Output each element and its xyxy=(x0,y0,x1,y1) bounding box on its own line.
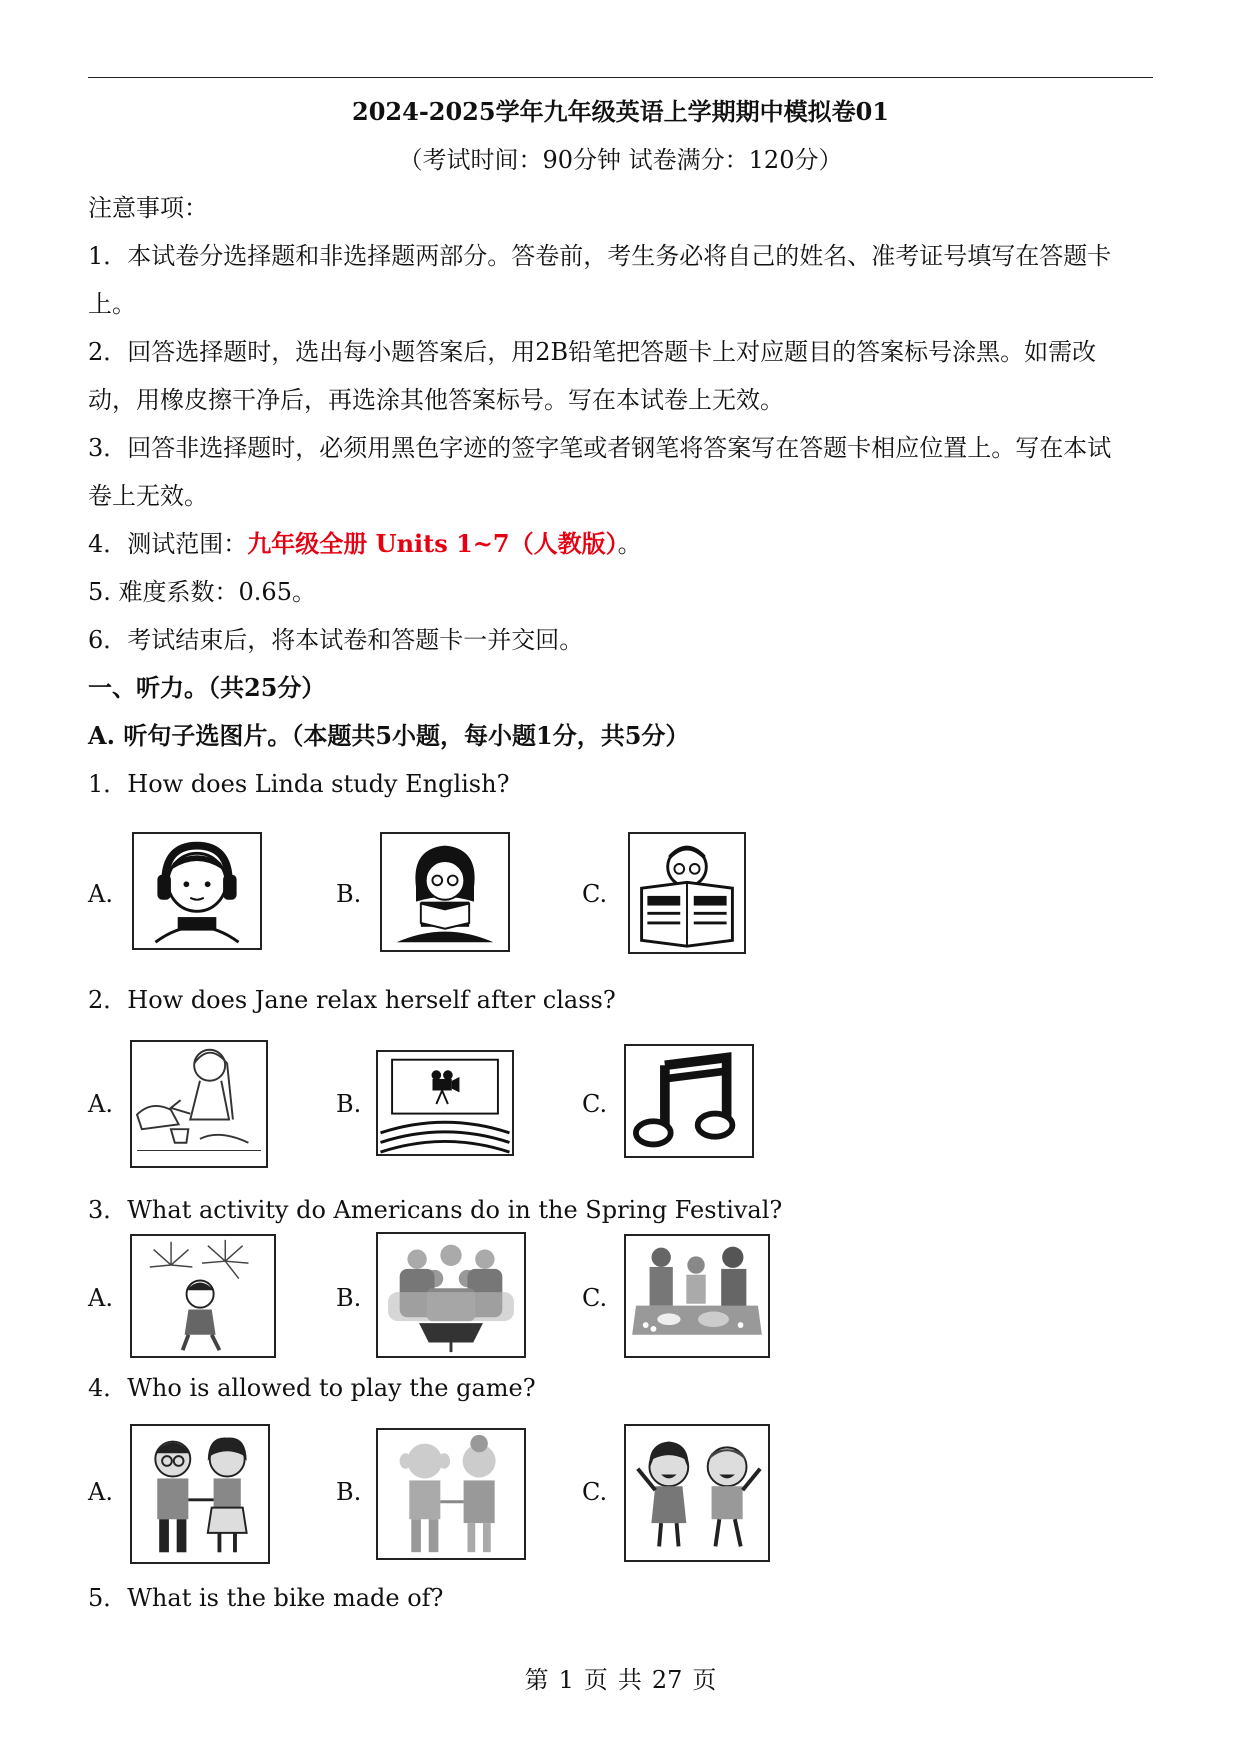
note-1: 1．本试卷分选择题和非选择题两部分。答卷前，考生务必将自己的姓名、准考证号填写在答题卡 xyxy=(88,242,1112,270)
question-5: 5．What is the bike made of? xyxy=(88,1584,444,1612)
notes-heading: 注意事项： xyxy=(88,194,208,222)
note-4-prefix: 4．测试范围： xyxy=(88,530,248,558)
option-label-a: A. xyxy=(88,1478,113,1506)
making-dumplings-icon xyxy=(624,1234,770,1358)
footer-di: 第 xyxy=(524,1666,549,1694)
children-icon xyxy=(624,1424,770,1562)
note-2: 2．回答选择题时，选出每小题答案后，用2B铅笔把答题卡上对应题目的答案标号涂黑。如需改 xyxy=(88,338,1097,366)
exam-info: （考试时间：90分钟 试卷满分：120分） xyxy=(398,146,843,174)
part-a-title: A. 听句子选图片。（本题共5小题，每小题1分，共5分） xyxy=(88,721,690,750)
page-number: 1 xyxy=(558,1666,574,1694)
cinema-icon xyxy=(376,1050,514,1156)
option-label-a: A. xyxy=(88,880,113,908)
total-pages: 27 xyxy=(651,1666,683,1694)
option-label-b: B. xyxy=(336,1478,362,1506)
note-4 xyxy=(88,530,642,558)
fireworks-icon xyxy=(130,1234,276,1358)
footer-ye: 页 xyxy=(583,1666,608,1694)
question-1: 1．How does Linda study English? xyxy=(88,770,510,798)
option-label-a: A. xyxy=(88,1090,113,1118)
reading-girl-icon xyxy=(380,832,510,952)
option-label-c: C. xyxy=(582,1090,608,1118)
test-range: 九年级全册 Units 1~7（人教版） xyxy=(247,529,618,558)
question-3: 3．What activity do Americans do in the Spring Festival? xyxy=(88,1196,783,1224)
note-3-cont: 卷上无效。 xyxy=(88,482,208,510)
footer-ye2: 页 xyxy=(692,1666,717,1694)
note-4-suffix: 。 xyxy=(617,530,642,558)
music-note-icon xyxy=(624,1044,754,1158)
top-rule xyxy=(88,77,1153,78)
family-tv-icon xyxy=(376,1232,526,1358)
option-label-c: C. xyxy=(582,1478,608,1506)
elderly-couple-icon xyxy=(376,1428,526,1560)
page-title: 2024-2025学年九年级英语上学期期中模拟卷01 xyxy=(352,97,889,126)
option-label-b: B. xyxy=(336,1090,362,1118)
headphones-girl-icon xyxy=(132,832,262,950)
option-label-b: B. xyxy=(336,880,362,908)
note-2-cont: 动，用橡皮擦干净后，再选涂其他答案标号。写在本试卷上无效。 xyxy=(88,386,784,414)
note-3: 3．回答非选择题时，必须用黑色字迹的签字笔或者钢笔将答案写在答题卡相应位置上。写在本试 xyxy=(88,434,1112,462)
newspaper-reader-icon xyxy=(628,832,746,954)
note-5: 5. 难度系数：0.65。 xyxy=(88,578,316,606)
adults-couple-icon xyxy=(130,1424,270,1564)
watering-girl-icon xyxy=(130,1040,268,1168)
footer-gong: 共 xyxy=(617,1666,642,1694)
note-1-cont: 上。 xyxy=(88,290,136,318)
section-listening-title: 一、听力。（共25分） xyxy=(88,673,326,702)
option-label-b: B. xyxy=(336,1284,362,1312)
option-label-a: A. xyxy=(88,1284,113,1312)
option-label-c: C. xyxy=(582,1284,608,1312)
question-2: 2．How does Jane relax herself after class? xyxy=(88,986,616,1014)
option-label-c: C. xyxy=(582,880,608,908)
question-4: 4．Who is allowed to play the game? xyxy=(88,1374,536,1402)
note-6: 6．考试结束后，将本试卷和答题卡一并交回。 xyxy=(88,626,584,654)
page-footer xyxy=(0,1666,1241,1694)
